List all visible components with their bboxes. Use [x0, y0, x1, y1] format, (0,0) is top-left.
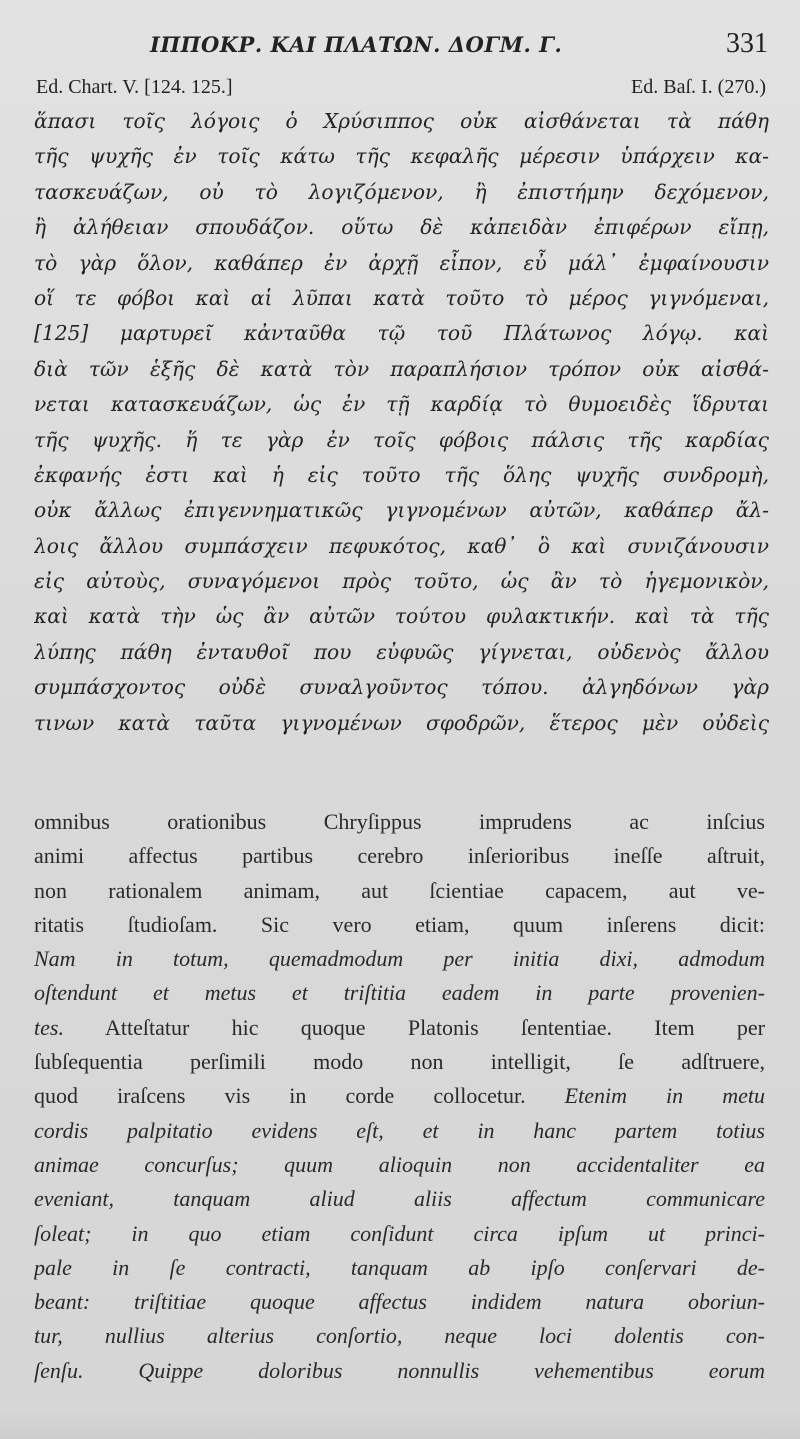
latin-line: [34, 1011, 765, 1045]
latin-line-italic: ſenſu. Quippe doloribus nonnullis vehementibus eorum: [34, 1357, 765, 1383]
greek-line: ἢ ἀλήθειαν σπουδάζον. οὕτω δὲ κἀπειδὰν ἐπιφέρων εἴπῃ,: [34, 215, 769, 240]
latin-line-italic: pale in ſe contracti, tanquam ab ipſo conſervari de-: [34, 1254, 765, 1280]
latin-line: [34, 1354, 765, 1388]
greek-line: τὸ γὰρ ὅλον, καθάπερ ἐν ἀρχῇ εἶπον, εὖ μάλ᾽ ἐμφαίνουσιν: [34, 250, 769, 275]
greek-line: τασκευάζων, οὐ τὸ λογιζόμενον, ἢ ἐπιστήμην δεχόμενον,: [34, 179, 769, 204]
latin-line: [34, 1182, 765, 1216]
greek-line: τῆς ψυχῆς. ἥ τε γὰρ ἐν τοῖς φόβοις πάλσις τῆς καρδίας: [34, 427, 769, 452]
greek-line: τῆς ψυχῆς ἐν τοῖς κάτω τῆς κεφαλῆς μέρεσιν ὑπάρχειν κα-: [34, 144, 769, 169]
greek-line: συμπάσχοντος οὐδὲ συναλγοῦντος τόπου. ἀλγηδόνων γὰρ: [34, 675, 769, 700]
latin-line-italic: tes.: [34, 1014, 64, 1040]
greek-line: διὰ τῶν ἑξῆς δὲ κατὰ τὸν παραπλήσιον τρόπον οὐκ αἰσθά-: [34, 356, 769, 381]
latin-line: [34, 908, 765, 942]
edition-reference-chartier: Ed. Chart. V. [124. 125.]: [36, 76, 233, 98]
page-shade: [0, 1409, 800, 1439]
edition-references: [36, 76, 766, 102]
greek-text-block: [34, 104, 769, 741]
latin-line-text: quod iraſcens vis in corde collocetur.: [34, 1083, 565, 1109]
latin-line-text: omnibus orationibus Chryſippus imprudens ac inſcius: [34, 809, 765, 834]
latin-line: [34, 1319, 765, 1353]
greek-line: ἐκφανής ἐστι καὶ ἡ εἰς τοῦτο τῆς ὅλης ψυχῆς συνδρομὴ,: [34, 462, 769, 487]
latin-line-text: animi affectus partibus cerebro inſerioribus ineſſe aſtruit,: [34, 843, 765, 869]
latin-line-text: ſubſequentia perſimili modo non intelligit, ſe adſtruere,: [34, 1049, 765, 1075]
latin-line: [34, 1285, 765, 1319]
latin-line: [34, 1148, 765, 1182]
greek-line: λύπης πάθη ἐνταυθοῖ που εὐφυῶς γίγνεται, οὐδενὸς ἄλλου: [34, 639, 769, 664]
running-head: [0, 28, 800, 68]
greek-line: οἵ τε φόβοι καὶ αἱ λῦπαι κατὰ τοῦτο τὸ μέρος γιγνόμεναι,: [34, 285, 769, 310]
greek-line: εἰς αὐτοὺς, συναγόμενοι πρὸς τοῦτο, ὡς ἂν τὸ ἡγεμονικὸν,: [34, 569, 769, 594]
latin-line: [34, 839, 765, 873]
latin-line-italic: Etenim in metu: [564, 1083, 765, 1109]
latin-line: [34, 874, 765, 908]
greek-line: καὶ κατὰ τὴν ὡς ἂν αὐτῶν τούτου φυλακτικήν. καὶ τὰ τῆς: [34, 604, 769, 629]
latin-line: [34, 1251, 765, 1285]
latin-line: [34, 1114, 765, 1148]
latin-line-italic: tur, nullius alterius conſortio, neque loci dolentis con-: [34, 1323, 765, 1349]
edition-reference-basel: Ed. Baſ. I. (270.): [631, 76, 766, 98]
running-title: ΙΠΠΟΚΡ. ΚΑΙ ΠΛΑΤΩΝ. ΔΟΓΜ. Γ.: [150, 32, 563, 57]
greek-line: νεται κατασκευάζων, ὡς ἐν τῇ καρδίᾳ τὸ θυμοειδὲς ἵδρυται: [34, 392, 769, 417]
greek-line: οὐκ ἄλλως ἐπιγεννηματικῶς γιγνομένων αὐτῶν, καθάπερ ἄλ-: [34, 498, 769, 523]
latin-line-text: Atteſtatur hic quoque Platonis ſententiae. Item per: [63, 1014, 765, 1040]
greek-line: [125] μαρτυρεῖ κἀνταῦθα τῷ τοῦ Πλάτωνος λόγῳ. καὶ: [34, 321, 769, 346]
latin-text-block: [34, 805, 765, 1388]
latin-line-italic: Nam in totum, quemadmodum per initia dixi, admodum: [34, 946, 765, 972]
latin-line-text: ritatis ſtudioſam. Sic vero etiam, quum inſerens dicit:: [34, 911, 765, 937]
latin-line: [34, 976, 765, 1010]
latin-line: [34, 1217, 765, 1251]
latin-line-italic: eveniant, tanquam aliud aliis affectum communicare: [34, 1186, 765, 1212]
page-number: 331: [726, 28, 768, 59]
latin-line: [34, 942, 765, 976]
greek-line: λοις ἄλλου συμπάσχειν πεφυκότος, καθ᾽ ὃ καὶ συνιζάνουσιν: [34, 533, 769, 558]
latin-line-italic: beant: triſtitiae quoque affectus indidem natura oboriun-: [34, 1289, 765, 1315]
latin-line: [34, 805, 765, 839]
latin-line-text: non rationalem animam, aut ſcientiae capacem, aut ve-: [34, 877, 765, 903]
latin-line-italic: animae concurſus; quum alioquin non accidentaliter ea: [34, 1151, 765, 1177]
latin-line-italic: oſtendunt et metus et triſtitia eadem in parte provenien-: [34, 980, 765, 1006]
greek-line: ἅπασι τοῖς λόγοις ὁ Χρύσιππος οὐκ αἰσθάνεται τὰ πάθη: [34, 109, 769, 133]
latin-line: [34, 1079, 765, 1113]
latin-line-italic: ſoleat; in quo etiam conſidunt circa ipſum ut princi-: [34, 1220, 765, 1246]
latin-line-italic: cordis palpitatio evidens eſt, et in hanc partem totius: [34, 1117, 765, 1143]
greek-line: τινων κατὰ ταῦτα γιγνομένων σφοδρῶν, ἕτερος μὲν οὐδεὶς: [34, 710, 769, 735]
latin-line: [34, 1045, 765, 1079]
